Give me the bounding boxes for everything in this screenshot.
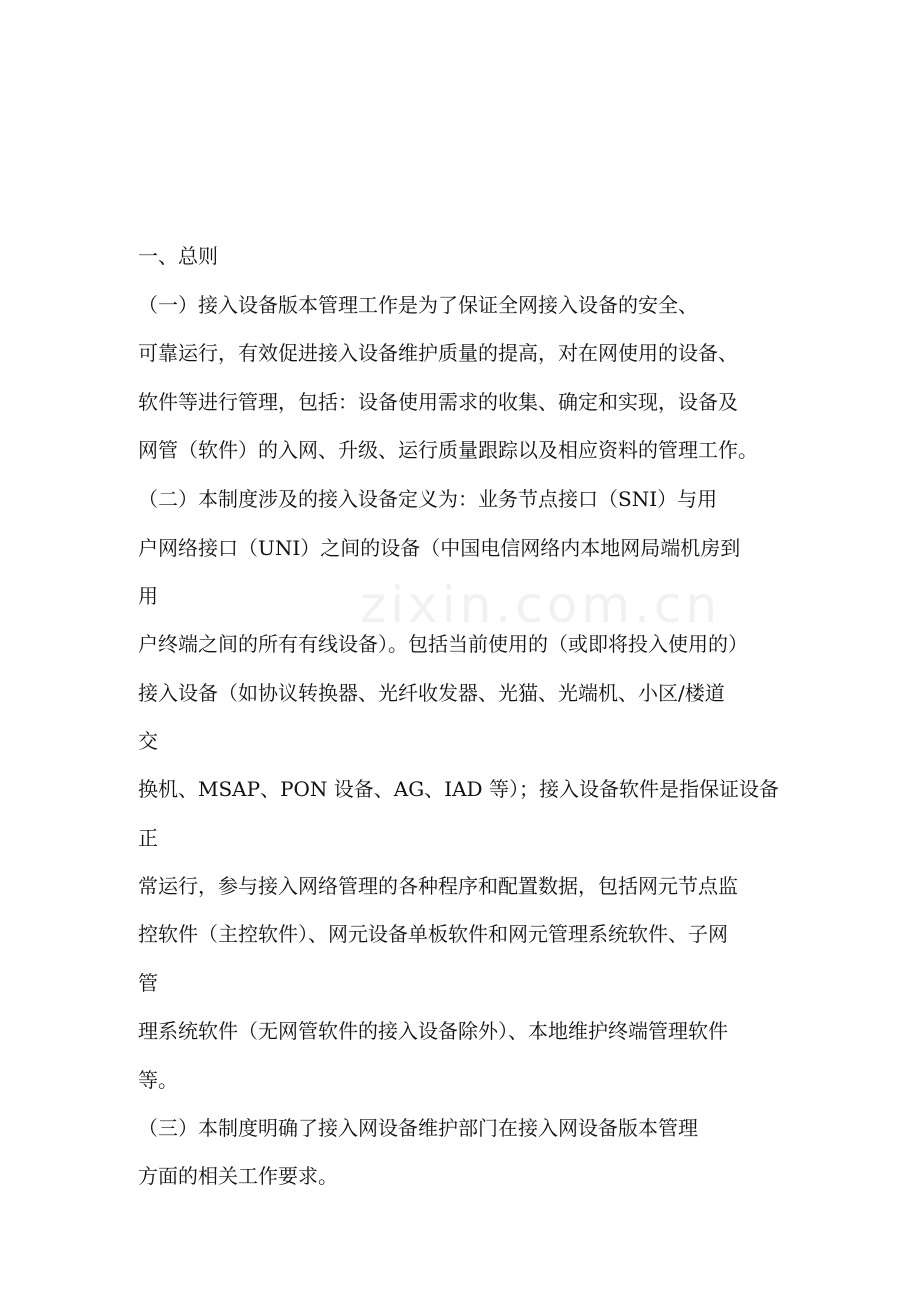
text-line: 换机、MSAP、PON 设备、AG、IAD 等）；接入设备软件是指保证设备 xyxy=(138,777,779,801)
text-line: 户终端之间的所有有线设备）。包括当前使用的（或即将投入使用的） xyxy=(138,632,748,656)
section-heading: 一、总则 xyxy=(138,244,218,268)
text-line: 方面的相关工作要求。 xyxy=(138,1164,338,1188)
text-line: 控软件（主控软件）、网元设备单板软件和网元管理系统软件、子网 xyxy=(138,922,728,946)
text-line: 等。 xyxy=(138,1068,178,1092)
text-line: 用 xyxy=(138,584,158,608)
text-line: 户网络接口（UNI）之间的设备（中国电信网络内本地网局端机房到 xyxy=(138,536,741,560)
text-line: 常运行，参与接入网络管理的各种程序和配置数据，包括网元节点监 xyxy=(138,874,738,898)
text-line: （三）本制度明确了接入网设备维护部门在接入网设备版本管理 xyxy=(138,1116,698,1140)
text-line: 管 xyxy=(138,971,158,995)
watermark: zixin.com.cn xyxy=(360,576,722,634)
text-line: 软件等进行管理，包括：设备使用需求的收集、确定和实现，设备及 xyxy=(138,390,738,414)
text-line: 接入设备（如协议转换器、光纤收发器、光猫、光端机、小区/楼道 xyxy=(138,681,725,705)
text-line: 正 xyxy=(138,826,158,850)
text-line: （二）本制度涉及的接入设备定义为：业务节点接口（SNI）与用 xyxy=(138,487,718,511)
text-line: 理系统软件（无网管软件的接入设备除外）、本地维护终端管理软件 xyxy=(138,1019,728,1043)
text-line: 交 xyxy=(138,729,158,753)
text-line: 可靠运行，有效促进接入设备维护质量的提高，对在网使用的设备、 xyxy=(138,341,738,365)
text-line: （一）接入设备版本管理工作是为了保证全网接入设备的安全、 xyxy=(138,293,698,317)
text-line: 网管（软件）的入网、升级、运行质量跟踪以及相应资料的管理工作。 xyxy=(138,438,758,462)
